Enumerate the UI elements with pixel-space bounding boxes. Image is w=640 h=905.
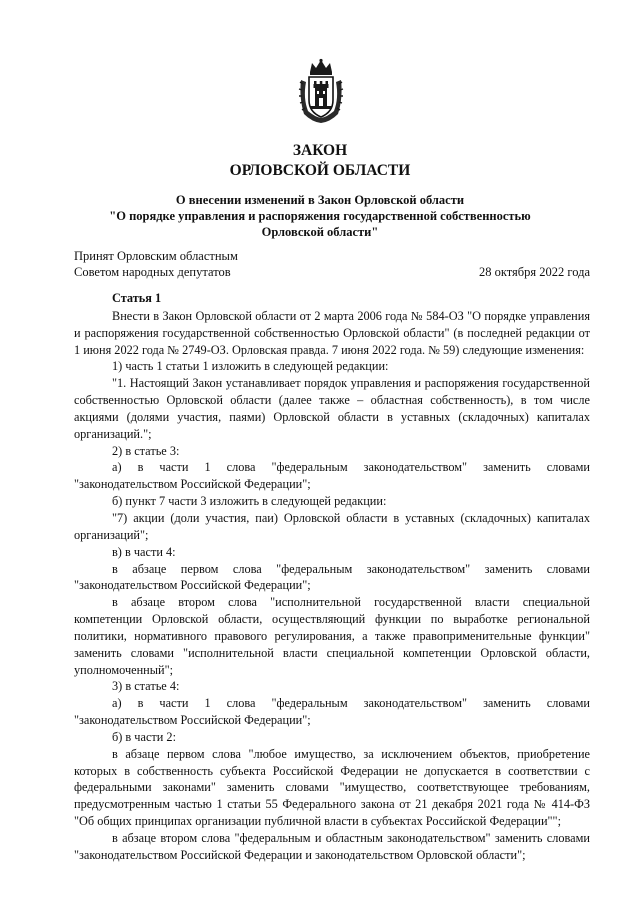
- paragraph: в абзаце первом слова "федеральным законодательством" заменить словами "законодательством Российской Федерации";: [74, 561, 590, 593]
- document-title: ЗАКОН: [292, 142, 348, 159]
- document-region: ОРЛОВСКОЙ ОБЛАСТИ: [229, 162, 411, 179]
- law-subject-line-3: Орловской области": [261, 225, 379, 239]
- law-subject-line-1: О внесении изменений в Закон Орловской области: [175, 193, 465, 207]
- coat-of-arms-icon: [298, 58, 344, 124]
- law-subject-line-2: "О порядке управления и распоряжения государственной собственностью: [109, 209, 531, 223]
- paragraph: в абзаце первом слова "любое имущество, за исключением объектов, приобретение которых в собственность субъекта Российской Федерации не допускается в соответствии с федеральными законами" заменить словами "имущество, соответствующее требованиям, предусмотренным частью 1 статьи 55 Федерального закона от 21 декабря 2021 года № 414-ФЗ "Об общих принципах организации публичной власти в субъектах Российской Федерации"";: [74, 746, 590, 829]
- paragraph: 3) в статье 4:: [112, 679, 180, 694]
- paragraph: а) в части 1 слова "федеральным законодательством" заменить словами "законодательством Российской Федерации";: [74, 460, 590, 492]
- adoption-line-2: Советом народных депутатов: [74, 265, 231, 279]
- paragraph: в абзаце втором слова "исполнительной государственной власти специальной компетенции Орловской области, осуществляющий функции по выработке региональной политики, нормативного правового регулирования, а также правоприменительные функции" заменить словами "исполнительной власти специальной компетенции Орловской области, уполномоченный";: [74, 595, 590, 677]
- adoption-line-1: Принят Орловским областным: [74, 249, 238, 263]
- paragraph: б) пункт 7 части 3 изложить в следующей редакции:: [112, 494, 387, 509]
- adoption-info: [74, 248, 374, 280]
- paragraph: а) в части 1 слова "федеральным законодательством" заменить словами "законодательством Российской Федерации";: [74, 696, 590, 728]
- adoption-date: 28 октября 2022 года: [478, 265, 590, 279]
- law-body: [74, 290, 590, 864]
- paragraph: в) в части 4:: [112, 544, 176, 559]
- paragraph: 2) в статье 3:: [112, 443, 180, 458]
- paragraph: Внести в Закон Орловской области от 2 марта 2006 года № 584-ОЗ "О порядке управления и распоряжения государственной собственностью Орловской области" (в последней редакции от 1 июня 2022 года № 2749-ОЗ. Орловская правда. 7 июня 2022 года. № 59) следующие изменения:: [74, 308, 590, 357]
- paragraph: "1. Настоящий Закон устанавливает порядок управления и распоряжения государственной собственностью Орловской области (далее также – областная собственность), в том числе акциями (долями участия, паями) Орловской области в уставных (складочных) капиталах организаций.";: [74, 376, 590, 441]
- paragraph: 1) часть 1 статьи 1 изложить в следующей редакции:: [112, 359, 389, 374]
- article-heading: Статья 1: [112, 291, 162, 305]
- paragraph: "7) акции (доли участия, паи) Орловской области в уставных (складочных) капиталах организаций";: [74, 510, 590, 542]
- paragraph: в абзаце втором слова "федеральным и областным законодательством" заменить словами "законодательством Российской Федерации и законодательством Орловской области";: [74, 831, 590, 862]
- paragraph: б) в части 2:: [112, 729, 177, 744]
